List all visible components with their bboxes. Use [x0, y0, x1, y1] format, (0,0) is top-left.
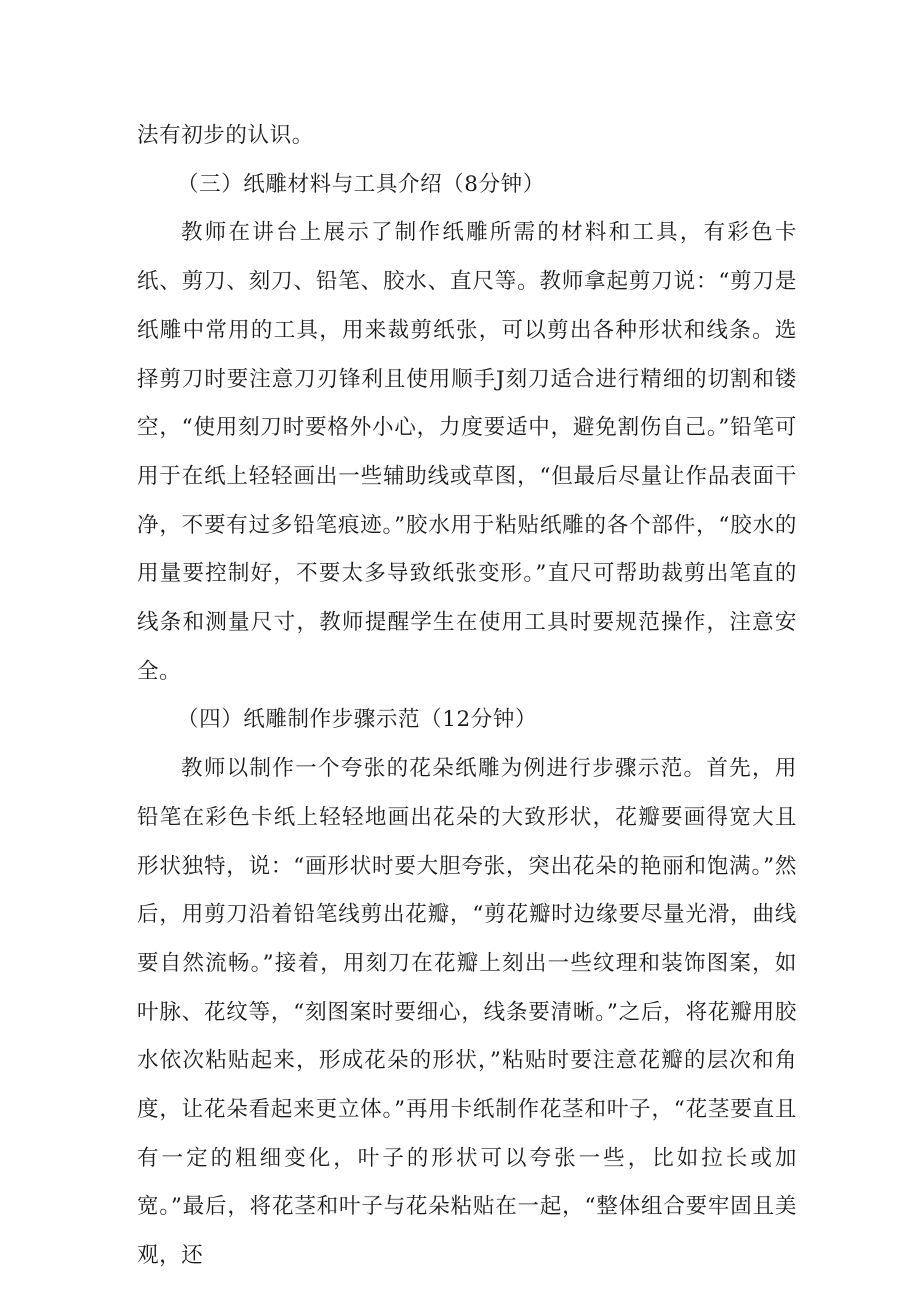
- paragraph-materials-tools: 教师在讲台上展示了制作纸雕所需的材料和工具，有彩色卡纸、剪刀、刻刀、铅笔、胶水、直尺等。教师拿起剪刀说：“剪刀是纸雕中常用的工具，用来裁剪纸张，可以剪出各种形状和线条。选择剪刀时要注意刀刃锋利且使用顺手J刻刀适合进行精细的切割和镂空，“使用刻刀时要格外小心，力度要适中，避免割伤自己。”铅笔可用于在纸上轻轻画出一些辅助线或草图，“但最后尽量让作品表面干净，不要有过多铅笔痕迹。”胶水用于粘贴纸雕的各个部件，“胶水的用量要控制好，不要太多导致纸张变形。”直尺可帮助裁剪出笔直的线条和测量尺寸，教师提醒学生在使用工具时要规范操作，注意安全。: [137, 220, 797, 684]
- section-heading-demo-steps: （四）纸雕制作步骤示范（12分钟）: [177, 707, 538, 733]
- paragraph-demo-steps: 教师以制作一个夸张的花朵纸雕为例进行步骤示范。首先，用铅笔在彩色卡纸上轻轻地画出花朵的大致形状，花瓣要画得宽大且形状独特，说：“画形状时要大胆夸张，突出花朵的艳丽和饱满。”然后，用剪刀沿着铅笔线剪出花瓣，“剪花瓣时边缘要尽量光滑，曲线要自然流畅。”接着，用刻刀在花瓣上刻出一些纹理和装饰图案，如叶脉、花纹等，“刻图案时要细心，线条要清晰。”之后，将花瓣用胶水依次粘贴起来，形成花朵的形状，”粘贴时要注意花瓣的层次和角度，让花朵看起来更立体。”再用卡纸制作花茎和叶子，“花茎要直且有一定的粗细变化，叶子的形状可以夸张一些，比如拉长或加宽。”最后，将花茎和叶子与花朵粘贴在一起，“整体组合要牢固且美观，还: [137, 756, 797, 1269]
- section-heading-materials-tools: （三）纸雕材料与工具介绍（8分钟）: [177, 171, 545, 197]
- paragraph-continuation: 法有初步的认识。: [137, 123, 314, 148]
- document-page: [137, 112, 797, 1281]
